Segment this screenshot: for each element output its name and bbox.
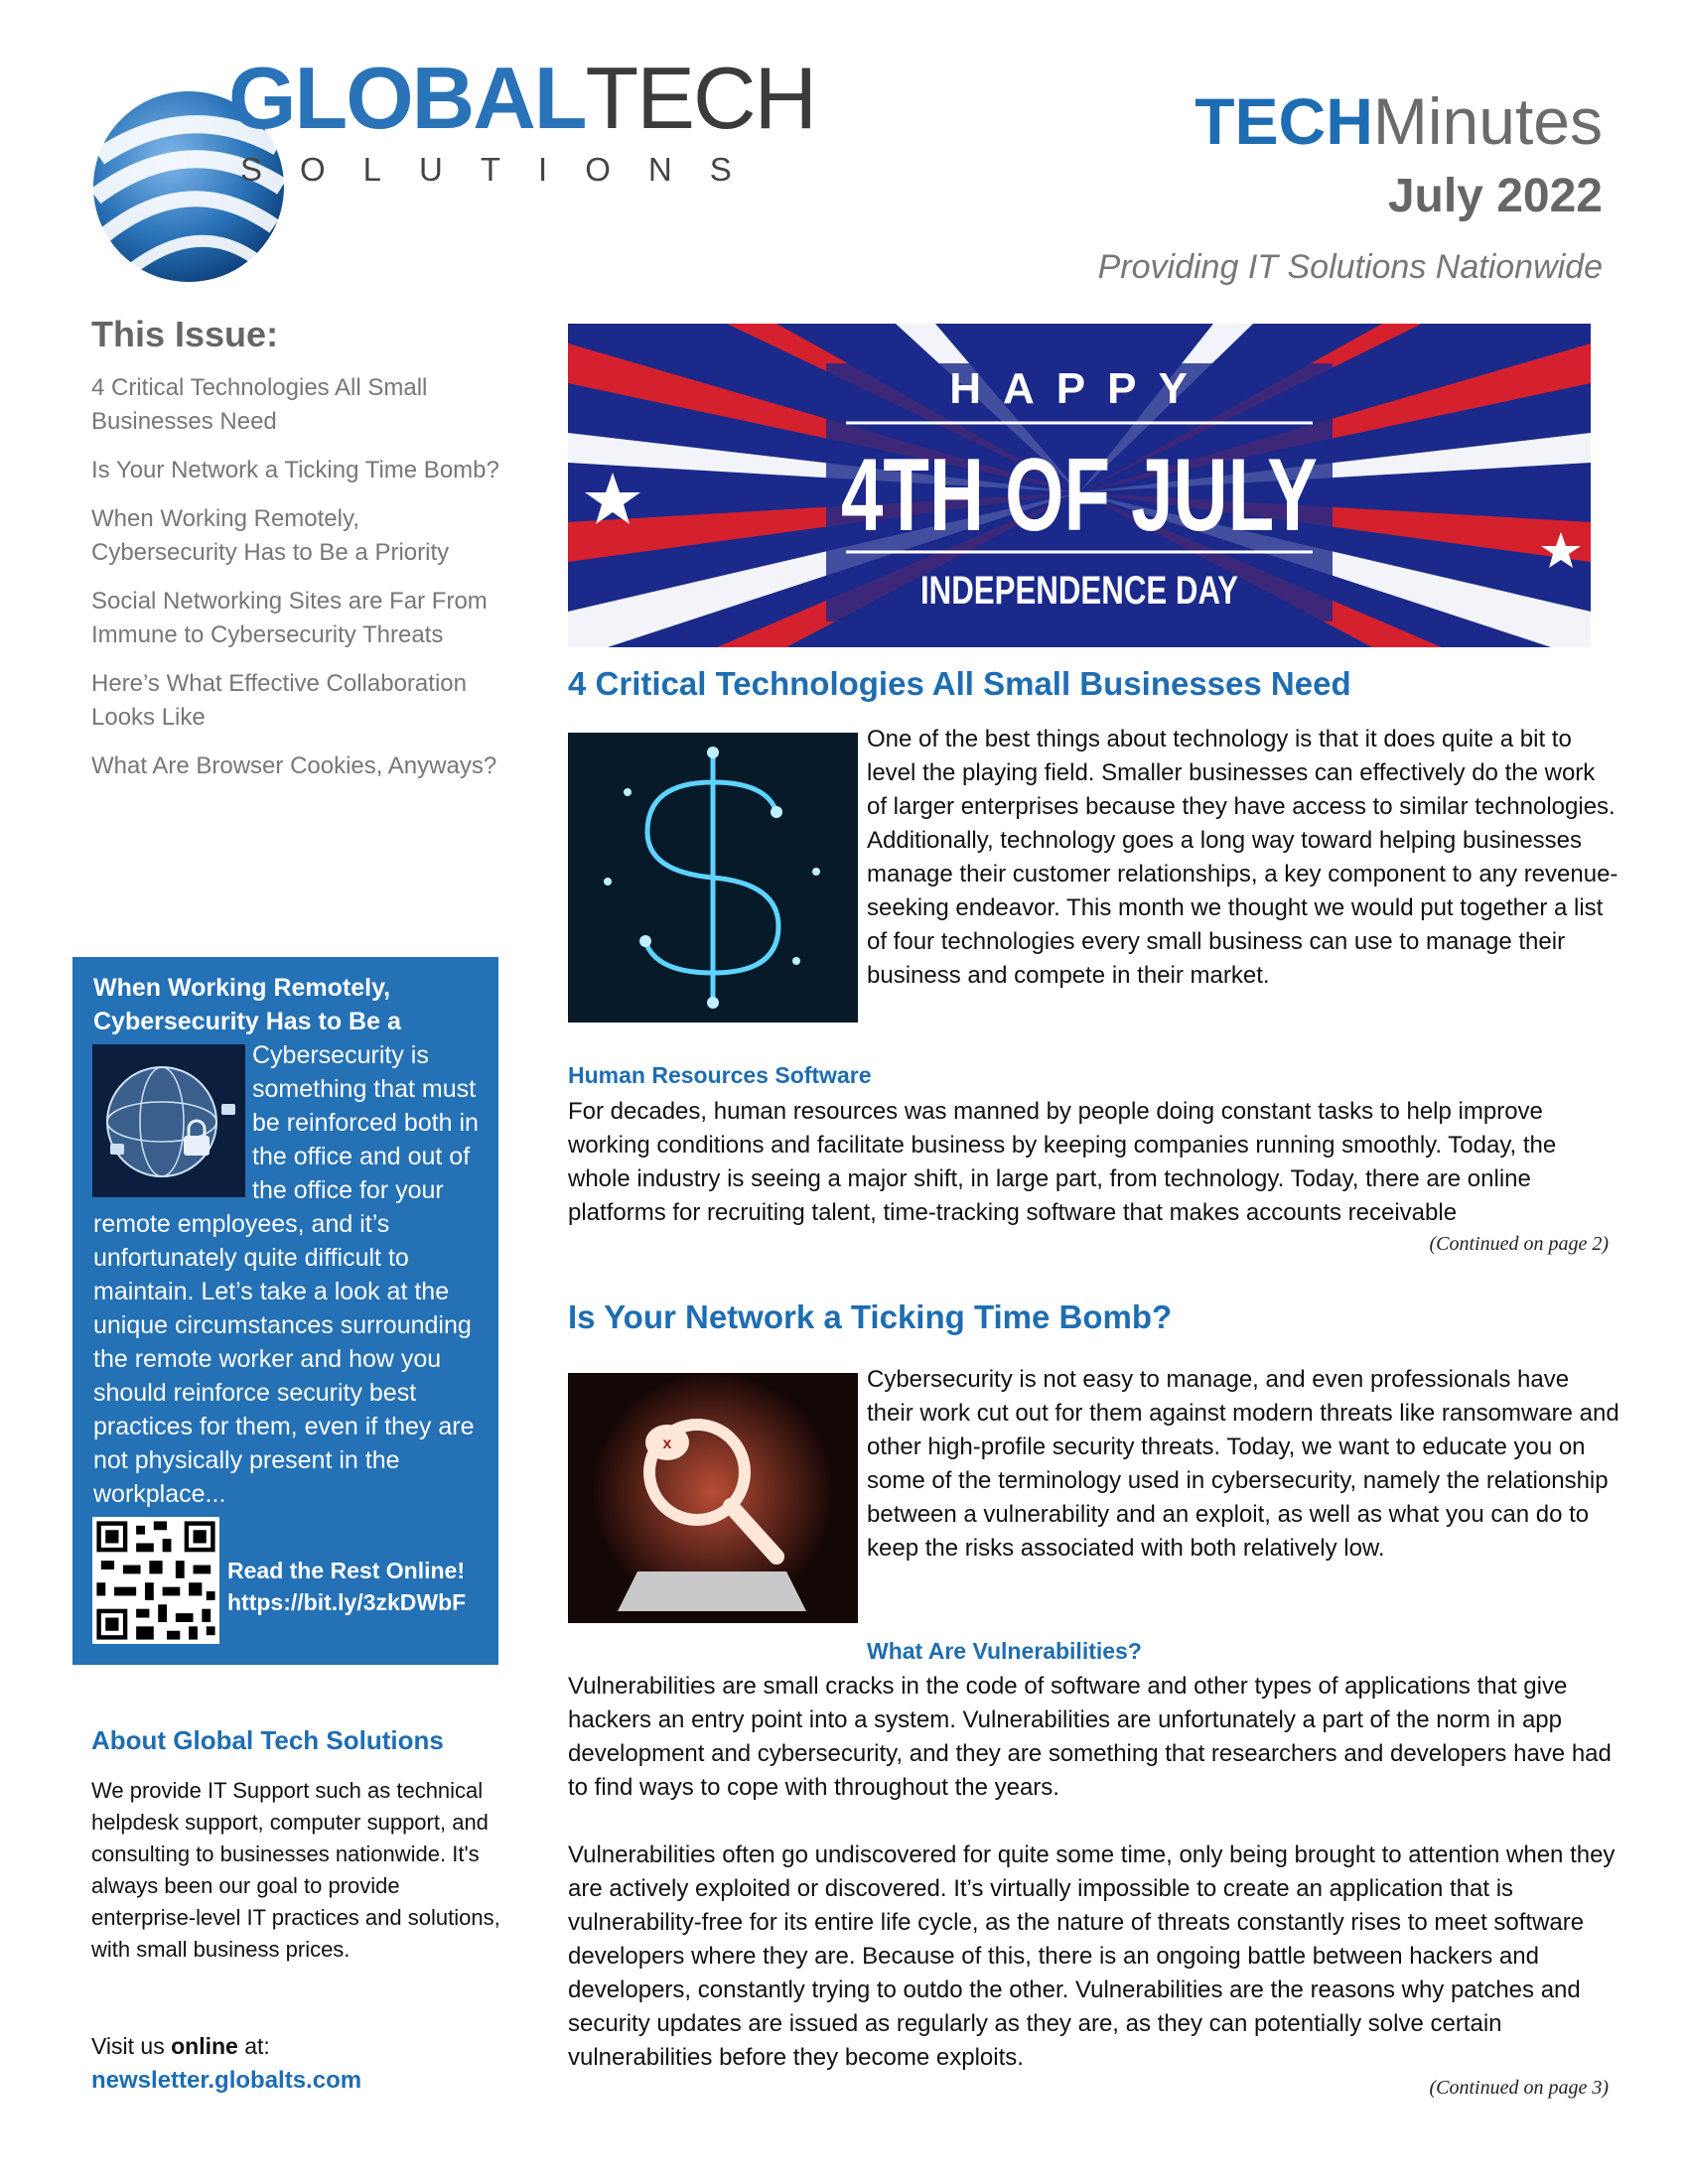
masthead-tech: TECH bbox=[1195, 84, 1373, 158]
article-2-subheading: What Are Vulnerabilities? bbox=[867, 1638, 1142, 1664]
banner-4th-of-july: 4TH OF JULY bbox=[841, 438, 1318, 553]
article-2-paragraph: Vulnerabilities often go undiscovered for quite some time, only being brought to attention when they are actively exploited or discovered. It’s virtually impossible to create an application that is vulnerability-free for its entire life cycle, as the nature of threats constantly rises to meet software developers where they are. Because of this, there is an ongoing battle between hackers and developers, constantly trying to outdo the other. Vulnerabilities are the reasons why patches and security updates are issued as regularly as they are, as they can potentially solve certain vulnerabilities before they become exploits. bbox=[568, 1842, 1616, 2071]
article-1-paragraph: For decades, human resources was manned by people doing constant tasks to help improve working conditions and facilitate business by keeping companies running smoothly. Today, the whole industry is seeing a major shift, in large part, from technology. Today, there are online platforms for recruiting talent, time-tracking software that makes accounts receivable bbox=[568, 1098, 1557, 1226]
read-more-label[interactable]: Read the Rest Online! bbox=[227, 1558, 465, 1583]
svg-text:x: x bbox=[662, 1435, 672, 1452]
article-1-intro: One of the best things about technology is that it does quite a bit to level the playing field. Smaller businesses can effectively do the work of larger enterprises because they have access to similar technologies. Additionally, technology goes a long way toward helping businesses manage their customer relationships, a key component to any revenue-seeking endeavor. This month we thought we would put together a list of four technologies every small business can use to manage their business and compete in their market. bbox=[867, 726, 1618, 989]
visit-line bbox=[91, 2033, 270, 2060]
toc-item[interactable]: When Working Remotely, Cybersecurity Has to Be a Priority bbox=[91, 505, 450, 566]
visit-prefix: Visit us bbox=[91, 2033, 172, 2059]
newsletter-title bbox=[1195, 83, 1603, 159]
article-2-paragraph: Vulnerabilities are small cracks in the code of software and other types of applications that give hackers an entry point into a system. Vulnerabilities are unfortunately a part of the norm in app development and cybersecurity, and they are something that researchers and developers have had to find ways to cope with throughout the years. bbox=[568, 1673, 1612, 1801]
masthead-minutes: Minutes bbox=[1372, 84, 1603, 158]
bug-search-image bbox=[568, 1373, 858, 1623]
toc-title: This Issue: bbox=[91, 314, 279, 354]
toc-list bbox=[91, 371, 508, 798]
logo-subtitle: SOLUTIONS bbox=[240, 151, 770, 188]
article-2-intro: Cybersecurity is not easy to manage, and even professionals have their work cut out for them against modern threats like ransomware and other high-profile security threats. Today, we want to educate you on some of the terminology used in cybersecurity, namely the relationship between a vulnerability and an exploit, as well as what you can do to keep the risks associated with both relatively low. bbox=[867, 1366, 1619, 1562]
toc-item[interactable]: What Are Browser Cookies, Anyways? bbox=[91, 752, 497, 779]
toc-item[interactable]: Social Networking Sites are Far From Immune to Cybersecurity Threats bbox=[91, 588, 488, 648]
article-2-title: Is Your Network a Ticking Time Bomb? bbox=[568, 1298, 1173, 1335]
article-1-continued[interactable]: (Continued on page 2) bbox=[1429, 1233, 1609, 1255]
toc-item[interactable]: Is Your Network a Ticking Time Bomb? bbox=[91, 457, 499, 483]
globe-lock-image bbox=[92, 1044, 245, 1197]
about-title: About Global Tech Solutions bbox=[91, 1725, 444, 1755]
about-body: We provide IT Support such as technical helpdesk support, computer support, and consulting to businesses nationwide. It's always been our goal to provide enterprise-level IT practices and solutions, with small business prices. bbox=[91, 1778, 500, 1962]
visit-suffix: at: bbox=[237, 2033, 270, 2059]
circuit-dollar-image bbox=[568, 733, 858, 1023]
toc-item[interactable]: 4 Critical Technologies All Small Businesses Need bbox=[91, 374, 428, 435]
sidebar-body: Cybersecurity is something that must be reinforced both in the office and out of the office for your remote employees, and it’s unfortunately quite difficult to maintain. Let’s take a look at the unique circumstances surrounding the remote worker and how you should reinforce security best practices for them, even if they are not physically present in the workplace... bbox=[93, 1041, 479, 1508]
visit-bold: online bbox=[171, 2033, 238, 2059]
qr-code[interactable] bbox=[92, 1517, 219, 1644]
fourth-of-july-banner bbox=[568, 324, 1591, 647]
article-1-subheading: Human Resources Software bbox=[568, 1062, 872, 1088]
toc-item[interactable]: Here’s What Effective Collaboration Looks Like bbox=[91, 670, 467, 731]
read-more-link[interactable]: https://bit.ly/3zkDWbF bbox=[227, 1589, 467, 1615]
sidebar-feature-box bbox=[72, 957, 498, 1665]
article-1-title: 4 Critical Technologies All Small Businesses Need bbox=[568, 665, 1351, 702]
logo-wordmark bbox=[228, 49, 816, 147]
tagline: Providing IT Solutions Nationwide bbox=[1097, 248, 1603, 286]
banner-happy: HAPPY bbox=[949, 364, 1209, 413]
logo-word-tech: TECH bbox=[585, 49, 816, 147]
banner-independence-day: INDEPENDENCE DAY bbox=[920, 569, 1239, 613]
website-link[interactable]: newsletter.globalts.com bbox=[91, 2067, 362, 2094]
issue-date: July 2022 bbox=[1387, 170, 1603, 222]
logo-word-global: GLOBAL bbox=[228, 49, 586, 147]
article-2-continued[interactable]: (Continued on page 3) bbox=[1429, 2077, 1609, 2099]
sidebar-title: When Working Remotely, Cybersecurity Has to Be a bbox=[93, 974, 401, 1035]
sidebar-read-more[interactable] bbox=[227, 1555, 466, 1618]
